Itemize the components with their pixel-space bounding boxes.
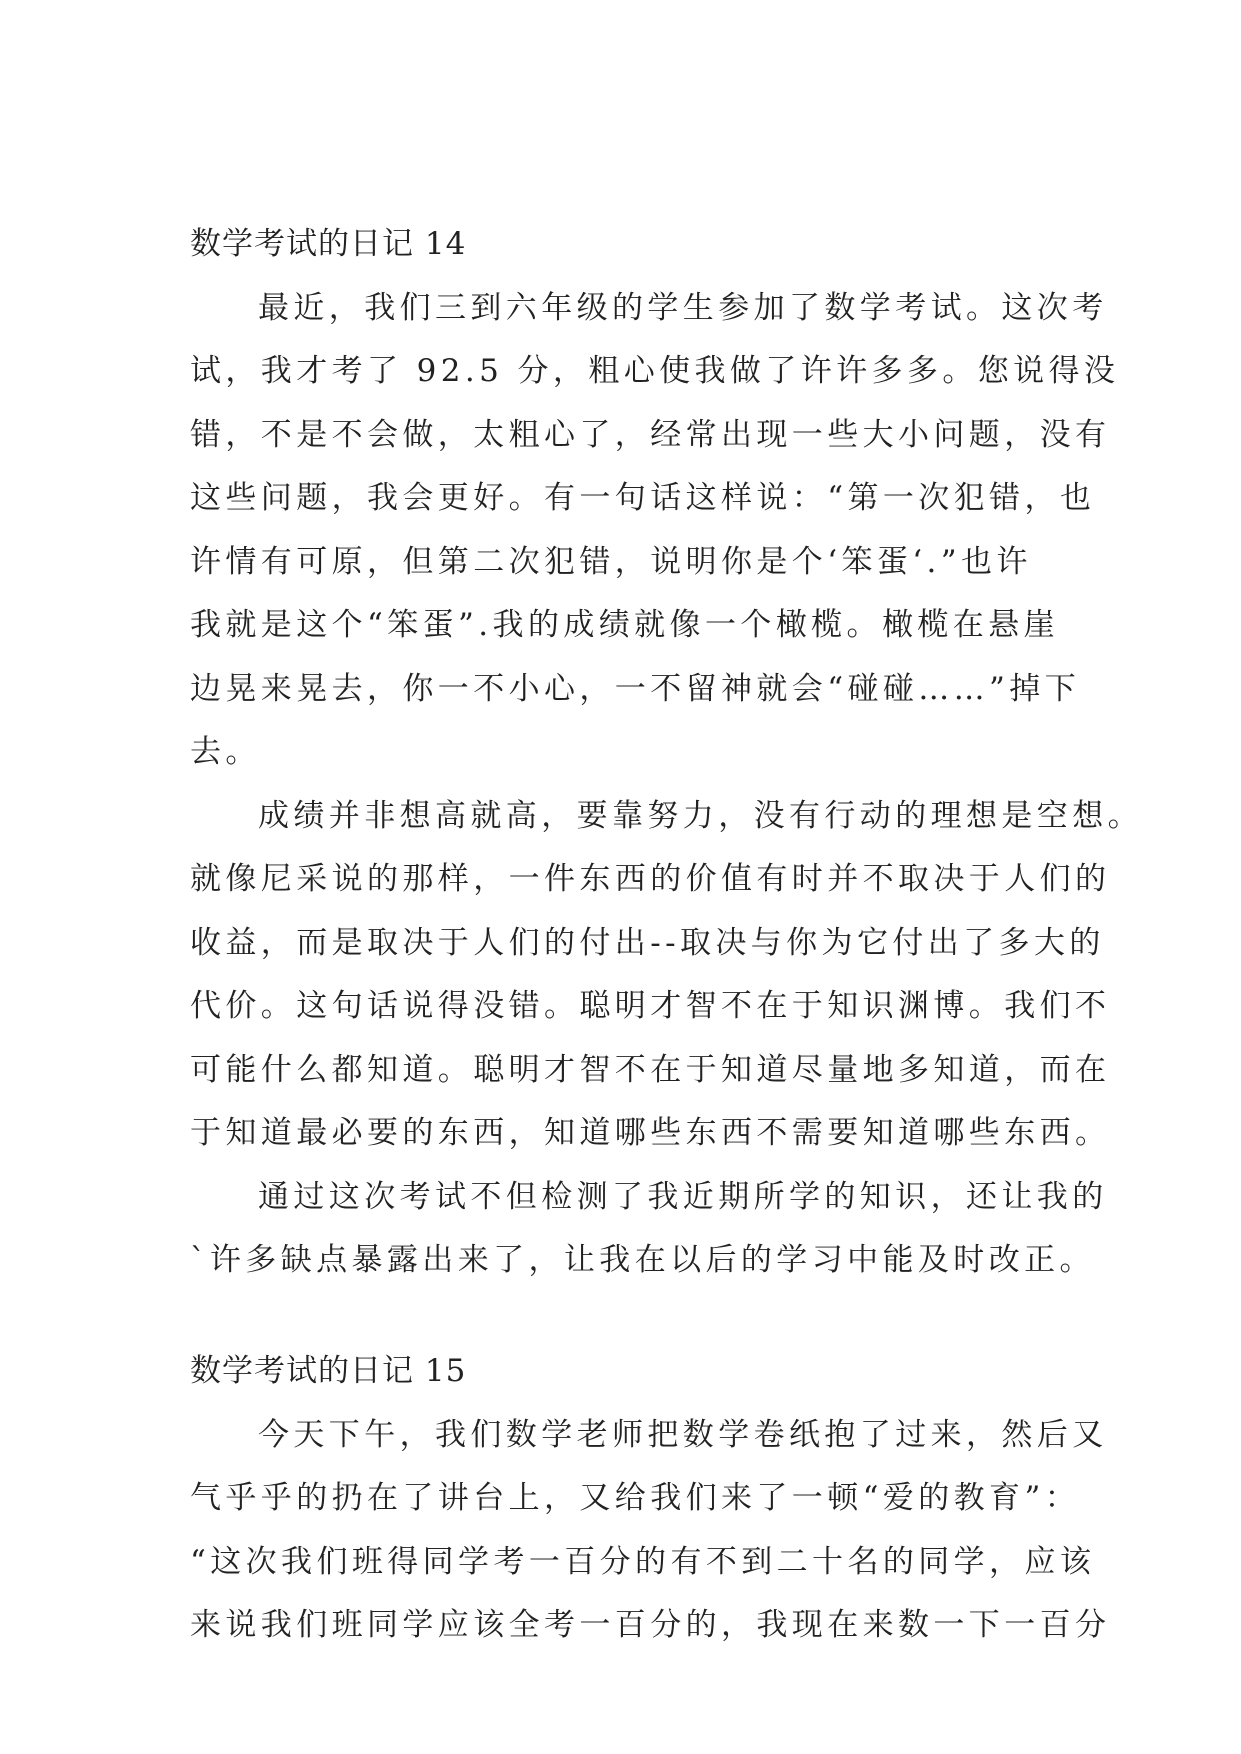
paragraph-line: 气乎乎的扔在了讲台上，又给我们来了一顿“爱的教育”： [190,1480,1081,1516]
paragraph-line: 通过这次考试不但检测了我近期所学的知识，还让我的 [258,1179,1108,1215]
paragraph-line: 于知道最必要的东西，知道哪些东西不需要知道哪些东西。 [190,1115,1111,1151]
paragraph-line: 这些问题，我会更好。有一句话这样说：“第一次犯错，也 [190,480,1096,516]
paragraph-line: 试，我才考了 92.5 分，粗心使我做了许许多多。您说得没 [190,353,1120,389]
paragraph-line: 错，不是不会做，太粗心了，经常出现一些大小问题，没有 [190,417,1111,453]
paragraph-line: “这次我们班得同学考一百分的有不到二十名的同学，应该 [190,1544,1096,1580]
paragraph-line: 许情有可原，但第二次犯错，说明你是个‘笨蛋‘.”也许 [190,544,1032,580]
paragraph-line: 今天下午，我们数学老师把数学卷纸抱了过来，然后又 [258,1417,1108,1453]
paragraph-line: 来说我们班同学应该全考一百分的，我现在来数一下一百分 [190,1607,1111,1643]
paragraph-line: 我就是这个“笨蛋”.我的成绩就像一个橄榄。橄榄在悬崖 [190,607,1059,643]
section-title-15: 数学考试的日记 15 [190,1353,467,1389]
paragraph-line: 就像尼采说的那样，一件东西的价值有时并不取决于人们的 [190,861,1111,897]
paragraph-line: 代价。这句话说得没错。聪明才智不在于知识渊博。我们不 [190,988,1111,1024]
paragraph-line: 边晃来晃去，你一不小心，一不留神就会“碰碰……”掉下 [190,671,1081,707]
section-title-14: 数学考试的日记 14 [190,226,467,262]
paragraph-line: 最近，我们三到六年级的学生参加了数学考试。这次考 [258,290,1108,326]
paragraph-line: 成绩并非想高就高，要靠努力，没有行动的理想是空想。 [258,798,1143,834]
paragraph-line: `许多缺点暴露出来了，让我在以后的学习中能及时改正。 [190,1242,1095,1278]
paragraph-line: 去。 [190,734,261,770]
paragraph-line: 收益，而是取决于人们的付出--取决与你为它付出了多大的 [190,925,1105,961]
paragraph-line: 可能什么都知道。聪明才智不在于知道尽量地多知道，而在 [190,1052,1111,1088]
